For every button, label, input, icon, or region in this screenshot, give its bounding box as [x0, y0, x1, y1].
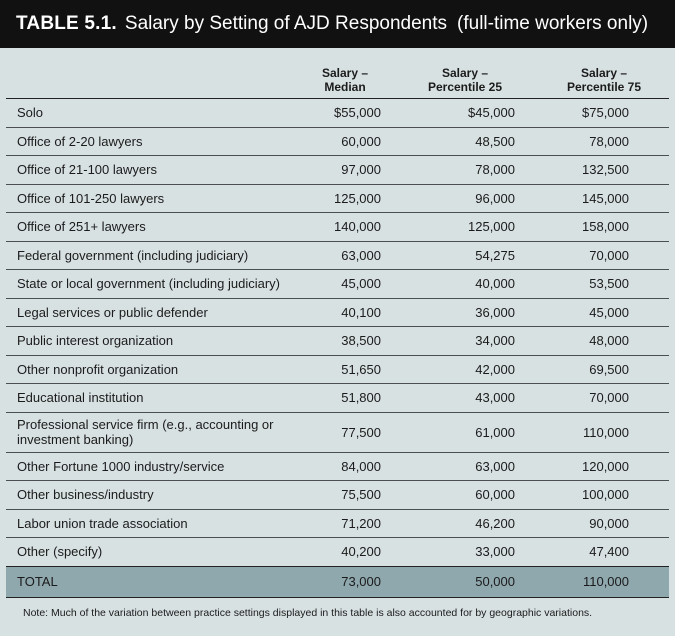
p75-cell: 69,500 — [521, 355, 669, 384]
total-row — [6, 566, 669, 597]
p75-cell: 90,000 — [521, 509, 669, 538]
p25-cell: 78,000 — [382, 156, 521, 185]
median-cell: 40,200 — [292, 538, 382, 567]
p25-cell: 60,000 — [382, 481, 521, 510]
row-label: Educational institution — [6, 384, 292, 413]
row-label: Office of 21-100 lawyers — [6, 156, 292, 185]
row-label: TOTAL — [6, 566, 292, 597]
median-cell: 97,000 — [292, 156, 382, 185]
p75-cell: 110,000 — [521, 566, 669, 597]
median-cell: $55,000 — [292, 99, 382, 128]
p75-cell: 145,000 — [521, 184, 669, 213]
table-qualifier: (full-time workers only) — [457, 13, 649, 34]
table-body — [6, 99, 669, 598]
p25-cell: 33,000 — [382, 538, 521, 567]
p25-cell: 40,000 — [382, 270, 521, 299]
p25-cell: 54,275 — [382, 241, 521, 270]
row-label: Public interest organization — [6, 327, 292, 356]
median-cell: 77,500 — [292, 412, 382, 452]
row-label: Federal government (including judiciary) — [6, 241, 292, 270]
p75-cell: 70,000 — [521, 384, 669, 413]
p25-cell: 46,200 — [382, 509, 521, 538]
row-label: Solo — [6, 99, 292, 128]
table-title-bar — [0, 0, 675, 48]
row-label: State or local government (including judiciary) — [6, 270, 292, 299]
p75-cell: 100,000 — [521, 481, 669, 510]
median-cell: 40,100 — [292, 298, 382, 327]
column-header-p75: Salary – Percentile 75 — [566, 66, 642, 94]
table-row — [6, 384, 669, 413]
p25-cell: 96,000 — [382, 184, 521, 213]
row-label: Legal services or public defender — [6, 298, 292, 327]
median-cell: 125,000 — [292, 184, 382, 213]
column-header-p25: Salary – Percentile 25 — [427, 66, 503, 94]
p75-cell: 158,000 — [521, 213, 669, 242]
table-row — [6, 538, 669, 567]
row-label: Other nonprofit organization — [6, 355, 292, 384]
table-title: Salary by Setting of AJD Respondents — [124, 13, 448, 34]
row-label: Office of 101-250 lawyers — [6, 184, 292, 213]
row-label: Office of 2-20 lawyers — [6, 127, 292, 156]
p25-cell: 43,000 — [382, 384, 521, 413]
p25-cell: 63,000 — [382, 452, 521, 481]
table-row — [6, 452, 669, 481]
p25-cell: 50,000 — [382, 566, 521, 597]
table-row — [6, 481, 669, 510]
median-cell: 75,500 — [292, 481, 382, 510]
row-label: Office of 251+ lawyers — [6, 213, 292, 242]
p75-cell: $75,000 — [521, 99, 669, 128]
median-cell: 45,000 — [292, 270, 382, 299]
row-label: Professional service firm (e.g., accounting or investment banking) — [6, 412, 292, 452]
p75-cell: 48,000 — [521, 327, 669, 356]
median-cell: 73,000 — [292, 566, 382, 597]
column-header-median: Salary – Median — [321, 66, 369, 94]
column-header-row — [6, 48, 669, 99]
table-row — [6, 156, 669, 185]
table-row — [6, 127, 669, 156]
salary-table-wrap — [6, 48, 669, 619]
median-cell: 60,000 — [292, 127, 382, 156]
median-cell: 51,800 — [292, 384, 382, 413]
median-cell: 51,650 — [292, 355, 382, 384]
row-label: Other (specify) — [6, 538, 292, 567]
median-cell: 84,000 — [292, 452, 382, 481]
p25-cell: $45,000 — [382, 99, 521, 128]
p75-cell: 53,500 — [521, 270, 669, 299]
p75-cell: 132,500 — [521, 156, 669, 185]
median-cell: 63,000 — [292, 241, 382, 270]
p25-cell: 36,000 — [382, 298, 521, 327]
table-row — [6, 213, 669, 242]
p75-cell: 47,400 — [521, 538, 669, 567]
column-header-setting — [6, 48, 292, 99]
p75-cell: 110,000 — [521, 412, 669, 452]
median-cell: 71,200 — [292, 509, 382, 538]
table-row — [6, 270, 669, 299]
table-row — [6, 355, 669, 384]
median-cell: 140,000 — [292, 213, 382, 242]
table-row — [6, 327, 669, 356]
table-number: TABLE 5.1. — [16, 13, 117, 34]
table-row — [6, 184, 669, 213]
p25-cell: 42,000 — [382, 355, 521, 384]
table-note: Note: Much of the variation between practice settings displayed in this table is also accounted for by geographic variations. — [23, 606, 593, 619]
row-label: Other Fortune 1000 industry/service — [6, 452, 292, 481]
table-row — [6, 412, 669, 452]
p75-cell: 120,000 — [521, 452, 669, 481]
row-label: Other business/industry — [6, 481, 292, 510]
p25-cell: 61,000 — [382, 412, 521, 452]
p25-cell: 34,000 — [382, 327, 521, 356]
table-row — [6, 241, 669, 270]
table-row — [6, 298, 669, 327]
p75-cell: 45,000 — [521, 298, 669, 327]
p25-cell: 48,500 — [382, 127, 521, 156]
p75-cell: 70,000 — [521, 241, 669, 270]
table-row — [6, 99, 669, 128]
salary-table — [6, 48, 669, 598]
table-row — [6, 509, 669, 538]
p25-cell: 125,000 — [382, 213, 521, 242]
p75-cell: 78,000 — [521, 127, 669, 156]
median-cell: 38,500 — [292, 327, 382, 356]
row-label: Labor union trade association — [6, 509, 292, 538]
